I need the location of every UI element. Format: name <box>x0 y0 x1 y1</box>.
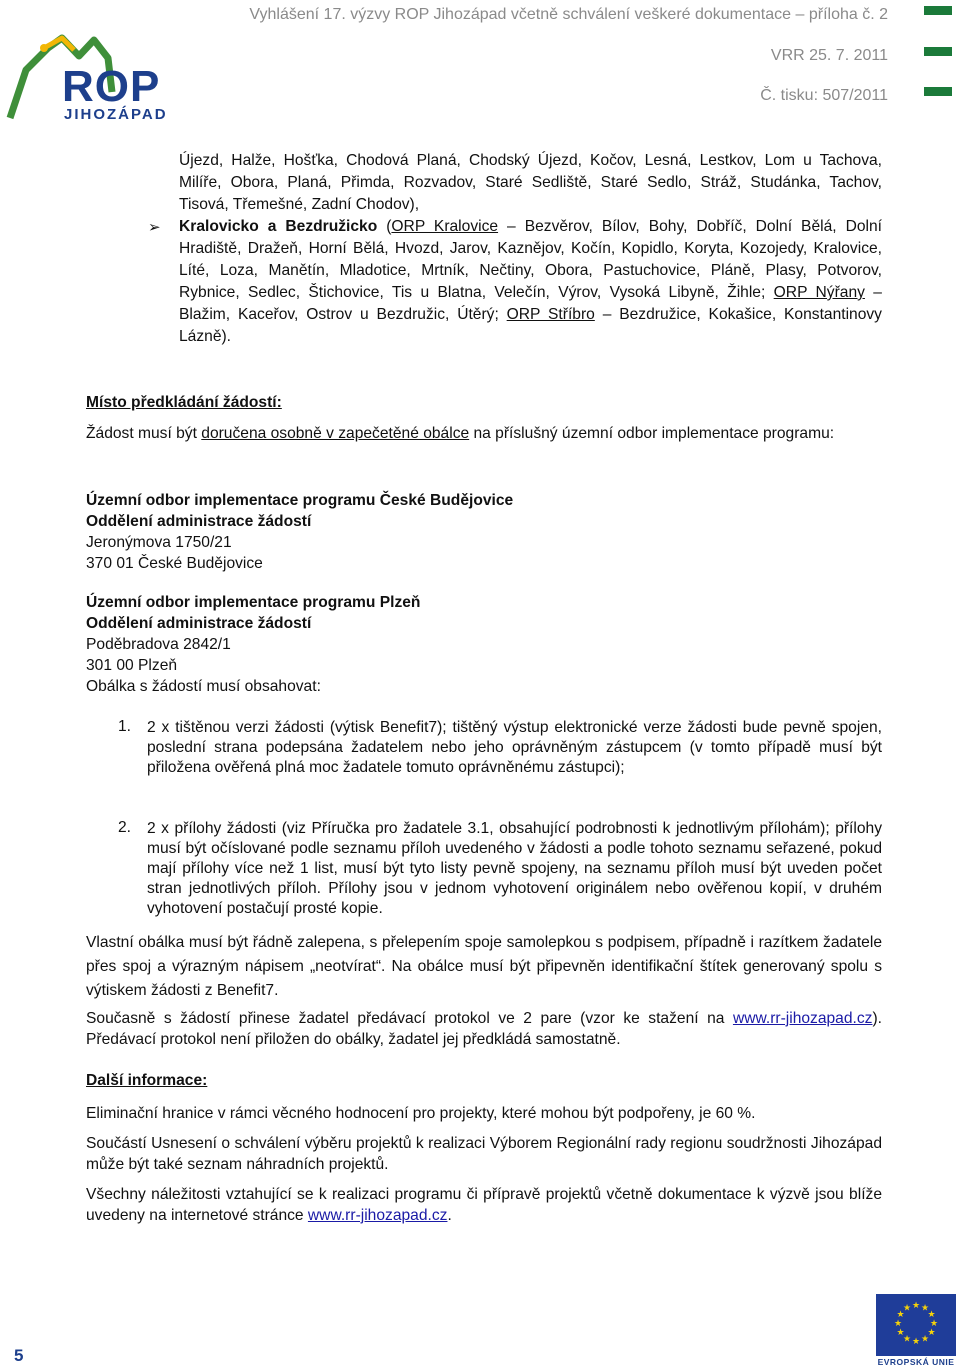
svg-text:★: ★ <box>896 1328 905 1338</box>
continuation-text: Újezd, Halže, Hošťka, Chodová Planá, Chodský Újezd, Kočov, Lesná, Lestkov, Lom u Tachova, Milíře, Obora, Planá, Přimda, Rozvadov, Staré Sedliště, Staré Sedlo, Stráž, Studánka, Tachov, Tisová, Třemešné, Zadní Chodov), <box>179 152 882 213</box>
address-plzen <box>86 592 420 697</box>
obalka-paragraph: Vlastní obálka musí být řádně zalepena, s přelepením spoje samolepkou s podpisem, případně i razítkem žadatele přes spoj a výrazným nápisem „neotvírat“. Na obálce musí být připevněn identifikační štítek generovaný spolu s výtiskem žádosti z Benefit7. <box>86 934 882 999</box>
page-number: 5 <box>14 1346 24 1365</box>
kralovicko-text: – Bezvěrov, Bílov, Bohy, Dobříč, Dolní Bělá, Dolní Hradiště, Dražeň, Horní Bělá, Hvozd, Jarov, Kaznějov, Kočín, Kopidlo, Koryta, Kozojedy, Kralovice, Líté, Loza, Manětín, Mladotice, Mrtník, Nečtiny, Obora, Pastuchovice, Pláně, Plasy, Potvorov, Rybnice, Sedlec, Štichovice, Tis u Blatna, Velečín, Výrov, Vysoká Libyně, Žihle; <box>179 218 882 301</box>
orp-nyrany: ORP Nýřany <box>773 284 865 301</box>
svg-text:★: ★ <box>920 1303 930 1314</box>
svg-text:★: ★ <box>927 1310 936 1320</box>
address1-line4: 370 01 České Budějovice <box>86 555 263 572</box>
svg-text:★: ★ <box>896 1310 905 1320</box>
misto-underlined: doručena osobně v zapečetěné obálce <box>201 425 470 442</box>
protokol-paragraph <box>86 1008 882 1050</box>
address2-line4: 301 00 Plzeň <box>86 657 178 674</box>
svg-text:★: ★ <box>911 1301 921 1311</box>
address1-line1: Územní odbor implementace programu České Budějovice <box>86 492 514 509</box>
misto-paragraph <box>86 424 882 444</box>
svg-text:★: ★ <box>902 1303 912 1314</box>
svg-text:★: ★ <box>927 1328 936 1338</box>
green-bar-3 <box>924 87 952 96</box>
misto-start: Žádost musí být <box>86 425 202 442</box>
svg-text:★: ★ <box>902 1334 912 1345</box>
address2-line2: Oddělení administrace žádostí <box>86 615 312 632</box>
dalsi-p3 <box>86 1184 882 1226</box>
address1-line2: Oddělení administrace žádostí <box>86 513 312 530</box>
protokol-start: Současně s žádostí přinese žadatel předávací protokol ve 2 pare (vzor ke stažení na <box>86 1010 733 1027</box>
list-item <box>118 819 882 919</box>
dalsi-p3-end: . <box>447 1207 452 1224</box>
eu-flag <box>876 1294 956 1356</box>
svg-text:★: ★ <box>893 1319 903 1329</box>
orp-stribro: ORP Stříbro <box>506 306 595 323</box>
nyrany-text: – Blažim, Kaceřov, Ostrov u Bezdružic, Útěrý; <box>179 284 882 323</box>
kralovicko-title: Kralovicko a Bezdružicko <box>179 218 378 235</box>
misto-heading: Místo předkládání žádostí: <box>86 394 282 411</box>
logo-region-text: JIHOZÁPAD <box>64 106 168 123</box>
protokol-end: ). Předávací protokol není přiložen do obálky, žadatel jej předkládá samostatně. <box>86 1010 882 1048</box>
rr-jihozapad-link[interactable]: www.rr-jihozapad.cz <box>732 1010 873 1027</box>
misto-end: na příslušný územní odbor implementace programu: <box>469 425 835 442</box>
dalsi-p2: Součástí Usnesení o schválení výběru projektů k realizaci Výborem Regionální rady regionu soudržnosti Jihozápad může být také seznam náhradních projektů. <box>86 1135 882 1173</box>
orp-kralovice: ORP Kralovice <box>391 218 499 235</box>
svg-text:★: ★ <box>911 1337 921 1347</box>
svg-text:★: ★ <box>920 1334 930 1345</box>
kralovicko-paragraph <box>179 216 882 348</box>
dalsi-heading: Další informace: <box>86 1072 208 1089</box>
green-bar-2 <box>924 47 952 56</box>
kralovicko-open: ( <box>377 218 392 235</box>
address2-line5: Obálka s žádostí musí obsahovat: <box>86 678 321 695</box>
header-title: Vyhlášení 17. výzvy ROP Jihozápad včetně schválení veškeré dokumentace – příloha č. 2 <box>249 6 888 23</box>
dalsi-p3-start: Všechny náležitosti vztahující se k realizaci programu či přípravě projektů včetně dokumentace k výzvě jsou blíže uvedeny na internetové stránce <box>86 1186 882 1224</box>
rr-jihozapad-link-2[interactable]: www.rr-jihozapad.cz <box>307 1207 448 1224</box>
stribro-text: – Bezdružice, Kokašice, Konstantinovy Lázně). <box>179 306 882 345</box>
green-bar-1 <box>924 6 952 15</box>
svg-text:★: ★ <box>929 1319 939 1329</box>
list-item-number: 2. <box>118 819 132 836</box>
dalsi-p1: Eliminační hranice v rámci věcného hodnocení pro projekty, které mohou být podpořeny, je 60 %. <box>86 1105 756 1122</box>
list-item-text: 2 x tištěnou verzi žádosti (výtisk Benefit7); tištěný výstup elektronické verze žádosti bude pevně spojen, poslední strana podepsána žadatelem nebo jeho oprávněným zástupcem (v tomto případě musí být přiložena ověřená plná moc žadatele tomuto oprávněnému zástupci); <box>147 719 882 776</box>
header-tisk: Č. tisku: 507/2011 <box>760 87 888 104</box>
logo-rop-text: ROP <box>62 62 161 111</box>
address-ceske-budejovice <box>86 490 513 574</box>
eu-stars-icon <box>876 1294 956 1356</box>
address1-line3: Jeronýmova 1750/21 <box>86 534 232 551</box>
address2-line1: Územní odbor implementace programu Plzeň <box>86 594 421 611</box>
list-item <box>118 718 882 778</box>
address2-line3: Poděbradova 2842/1 <box>86 636 231 653</box>
list-item-text: 2 x přílohy žádosti (viz Příručka pro žadatele 3.1, obsahující podrobnosti k jednotlivým přílohám); přílohy musí být očíslované podle seznamu příloh uvedeného v žádosti a podle tohoto seznamu seřazené, pokud mají přílohy více než 1 list, musí být tyto listy pevně spojeny, na seznamu příloh musí být uveden počet stran jednotlivých příloh. Přílohy jsou v jednom vyhotovení originálem nebo ověřenou kopií, v druhém vyhotovení postačují prosté kopie. <box>147 820 882 917</box>
list-item-number: 1. <box>118 718 132 735</box>
bullet-arrow-icon: ➢ <box>148 219 161 236</box>
eu-label: EVROPSKÁ UNIE <box>877 1357 955 1367</box>
rop-logo <box>4 18 174 126</box>
header-vrr: VRR 25. 7. 2011 <box>770 47 888 64</box>
